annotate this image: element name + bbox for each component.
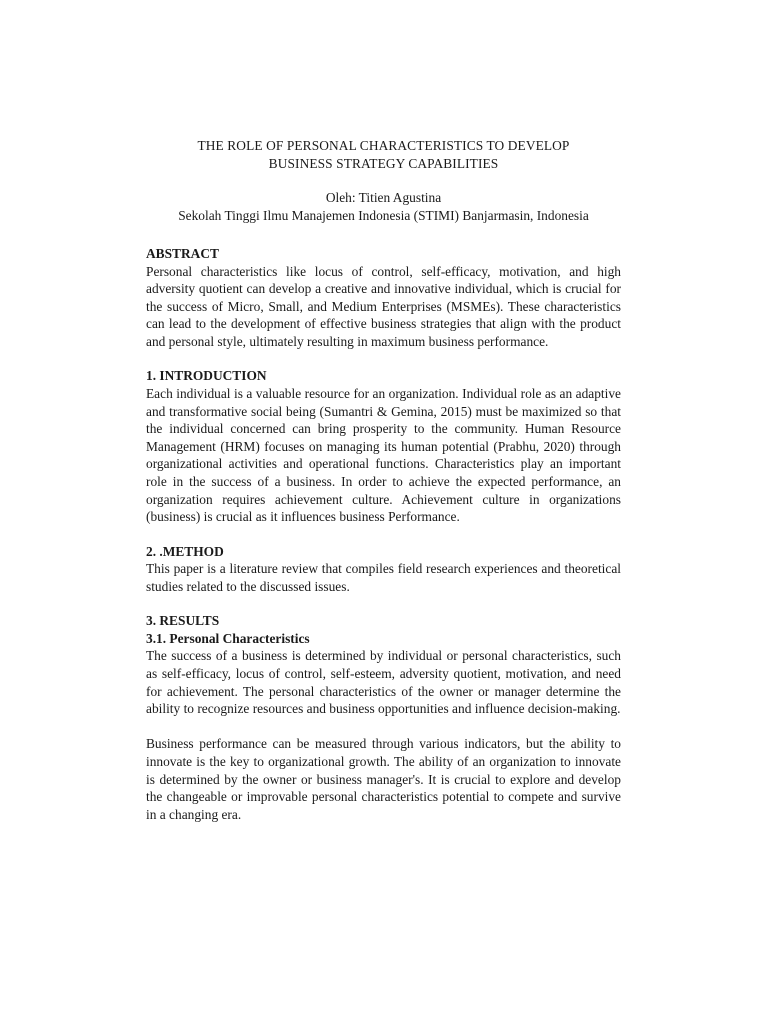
document-page (146, 137, 621, 823)
affiliation-line: Sekolah Tinggi Ilmu Manajemen Indonesia (STIMI) Banjarmasin, Indonesia (178, 208, 589, 223)
results-subheading: 3.1. Personal Characteristics (146, 630, 310, 646)
paper-title-line-2: BUSINESS STRATEGY CAPABILITIES (268, 156, 499, 171)
results-heading: 3. RESULTS (146, 613, 220, 629)
method-heading: 2. .METHOD (146, 543, 224, 559)
results-paragraph-2: Business performance can be measured through various indicators, but the ability to innovate is the key to organizational growth. The ability of an organization to innovate is determined by the owner or business manager's. It is crucial to explore and develop the changeable or improvable personal characteristics potential to compete and survive in a changing era. (146, 736, 621, 822)
introduction-text: Each individual is a valuable resource for an organization. Individual role as an adaptive and transformative social being (Sumantri & Gemina, 2015) must be maximized so that the individual concerned can bring prosperity to the community. Human Resource Management (HRM) focuses on managing its human potential (Prabhu, 2020) through organizational activities and operational functions. Characteristics play an important role in the success of a business. In order to achieve the expected performance, an organization requires achievement culture. Achievement culture in organizations (business) is crucial as it influences business Performance. (146, 385, 621, 525)
results-paragraph-1: The success of a business is determined by individual or personal characteristics, such as self-efficacy, locus of control, self-esteem, adversity quotient, motivation, and need for achievement. The personal characteristics of the owner or manager determine the ability to recognize resources and business opportunities and influence decision-making. (146, 648, 621, 717)
method-text: This paper is a literature review that compiles field research experiences and theoretical studies related to the discussed issues. (146, 561, 621, 594)
author-line: Oleh: Titien Agustina (325, 190, 442, 205)
abstract-heading: ABSTRACT (146, 246, 219, 261)
introduction-heading: 1. INTRODUCTION (146, 368, 267, 384)
abstract-text: Personal characteristics like locus of control, self-efficacy, motivation, and high adversity quotient can develop a creative and innovative individual, which is crucial for the success of Micro, Small, and Medium Enterprises (MSMEs). These characteristics can lead to the development of effective business strategies that align with the product and personal style, ultimately resulting in maximum business performance. (146, 263, 621, 349)
paper-title-line-1: THE ROLE OF PERSONAL CHARACTERISTICS TO DEVELOP (197, 138, 570, 153)
